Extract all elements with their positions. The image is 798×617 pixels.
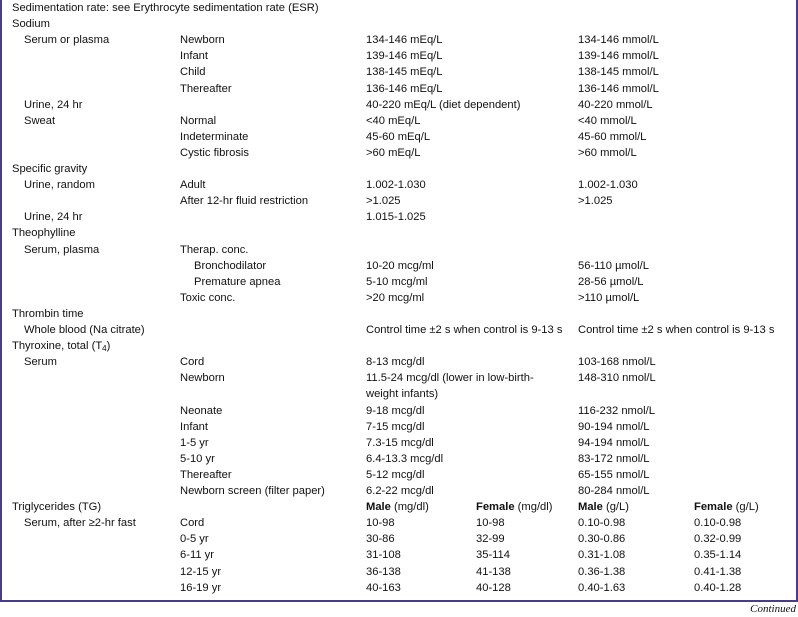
table-row (2, 354, 796, 370)
table-row (2, 370, 796, 386)
cell-col-2 (366, 499, 429, 515)
cell-col-4 (578, 419, 650, 435)
cell-col-0 (12, 225, 75, 241)
cell-col-1 (180, 419, 208, 435)
cell-text: 12-15 yr (180, 565, 222, 578)
cell-col-4 (578, 129, 646, 145)
cell-col-2 (366, 580, 401, 596)
cell-text: (mg/dl) (514, 501, 553, 514)
cell-col-0 (24, 177, 95, 193)
cell-col-4 (578, 370, 656, 386)
cell-text: 40-163 (366, 581, 401, 594)
cell-text: 0.41-1.38 (694, 565, 742, 578)
cell-text: Serum or plasma (24, 34, 110, 47)
cell-text-end: ) (106, 340, 111, 353)
cell-col-2 (366, 547, 401, 563)
cell-text: 28-56 µmol/L (578, 275, 644, 288)
table-row (2, 97, 796, 113)
table-row (2, 338, 796, 354)
cell-text: 1-5 yr (180, 436, 209, 449)
cell-col-2 (366, 113, 420, 129)
cell-text: 90-194 nmol/L (578, 420, 650, 433)
cell-col-0 (24, 322, 145, 338)
cell-col-4 (578, 322, 774, 338)
cell-col-0 (24, 209, 82, 225)
cell-col-1 (180, 435, 209, 451)
cell-col-2 (366, 274, 428, 290)
cell-col-0 (24, 354, 57, 370)
cell-text: Serum, plasma (24, 243, 100, 256)
cell-col-4 (578, 435, 650, 451)
cell-col-4 (578, 274, 644, 290)
cell-col-0 (24, 113, 55, 129)
cell-text: <40 mEq/L (366, 114, 421, 127)
cell-text: Control time ±2 s when control is 9-13 s (578, 324, 775, 336)
column-header-sex: Female (694, 501, 733, 514)
cell-text: Urine, 24 hr (24, 98, 83, 111)
column-header-sex: Male (578, 501, 603, 514)
cell-text: Urine, random (24, 179, 95, 192)
cell-col-1 (180, 354, 204, 370)
cell-col-5 (694, 499, 759, 515)
cell-text: Premature apnea (194, 275, 281, 288)
cell-text: 0.36-1.38 (578, 565, 626, 578)
table-row (2, 258, 796, 274)
cell-text: 56-110 µmol/L (578, 259, 649, 272)
table-row (2, 32, 796, 48)
cell-col-4 (578, 499, 629, 515)
cell-text: Infant (180, 50, 208, 63)
cell-col-4 (578, 564, 625, 580)
cell-col-5 (694, 515, 741, 531)
cell-text: 41-138 (476, 565, 511, 578)
cell-col-2 (366, 209, 426, 225)
cell-col-1 (180, 531, 209, 547)
cell-col-2 (366, 97, 520, 113)
cell-text: 6.4-13.3 mcg/dl (366, 452, 444, 465)
cell-text: 11.5-24 mcg/dl (lower in low-birth- (366, 372, 534, 385)
cell-col-1 (180, 564, 221, 580)
table-row (2, 48, 796, 64)
table-row (2, 145, 796, 161)
cell-col-0 (24, 32, 109, 48)
cell-col-2 (366, 129, 430, 145)
cell-col-0 (24, 242, 99, 258)
cell-text: 6-11 yr (180, 549, 214, 562)
cell-text: (g/L) (602, 501, 629, 514)
table-row (2, 483, 796, 499)
cell-text: >1.025 (578, 195, 613, 208)
cell-col-1 (194, 274, 280, 290)
cell-text: 0.31-1.08 (578, 549, 626, 562)
table-row (2, 306, 796, 322)
cell-col-2 (366, 419, 424, 435)
cell-col-4 (578, 451, 650, 467)
cell-text: 138-145 mEq/L (366, 66, 443, 79)
cell-col-3 (476, 515, 505, 531)
table-row (2, 322, 796, 338)
cell-text: 5-10 yr (180, 452, 215, 465)
cell-col-1 (180, 515, 204, 531)
cell-col-4 (578, 258, 649, 274)
cell-col-1 (180, 113, 216, 129)
cell-text: 1.015-1.025 (366, 211, 426, 224)
cell-col-0 (24, 97, 82, 113)
table-row (2, 193, 796, 209)
cell-text: Sedimentation rate: see Erythrocyte sedimentation rate (ESR) (12, 2, 319, 14)
cell-text: 103-168 nmol/L (578, 356, 656, 369)
cell-col-2 (366, 48, 443, 64)
table-row (2, 81, 796, 97)
cell-text: 40-220 mmol/L (578, 98, 653, 111)
cell-col-3 (476, 547, 510, 563)
cell-col-3 (476, 580, 511, 596)
cell-col-4 (578, 403, 655, 419)
cell-text: Theophylline (12, 227, 76, 240)
cell-text: 0.35-1.14 (694, 549, 742, 562)
cell-text: <40 mmol/L (578, 114, 637, 127)
column-header-sex: Female (476, 501, 515, 514)
cell-col-2 (366, 193, 401, 209)
cell-col-1 (180, 547, 214, 563)
cell-text: 16-19 yr (180, 581, 222, 594)
cell-text: 134-146 mEq/L (366, 34, 443, 47)
cell-col-2 (366, 370, 534, 386)
table-row (2, 386, 796, 402)
table-row (2, 467, 796, 483)
table-row (2, 16, 796, 32)
cell-text: 136-146 mmol/L (578, 82, 659, 95)
cell-col-4 (578, 547, 625, 563)
cell-text: 10-98 (476, 517, 505, 530)
cell-text: 134-146 mmol/L (578, 34, 659, 47)
cell-col-5 (694, 547, 741, 563)
table-row (2, 225, 796, 241)
cell-text: 9-18 mcg/dl (366, 404, 425, 417)
cell-col-4 (578, 515, 625, 531)
cell-col-2 (366, 64, 443, 80)
subscript: 4 (102, 344, 107, 354)
cell-text: Specific gravity (12, 163, 88, 175)
cell-text: 80-284 nmol/L (578, 485, 650, 497)
cell-text: Newborn (180, 372, 225, 385)
cell-text: weight infants) (366, 388, 439, 401)
cell-text: 0.30-0.86 (578, 533, 626, 546)
cell-col-2 (366, 386, 438, 402)
cell-text: 1.002-1.030 (366, 179, 426, 192)
cell-col-2 (366, 451, 443, 467)
cell-text: Newborn (180, 34, 225, 47)
cell-col-2 (366, 258, 434, 274)
cell-col-2 (366, 145, 420, 161)
cell-col-1 (180, 580, 221, 596)
table-row (2, 403, 796, 419)
cell-col-1 (180, 81, 232, 97)
cell-text: 65-155 nmol/L (578, 468, 650, 481)
table-row (2, 419, 796, 435)
cell-col-1 (180, 193, 308, 209)
cell-text: After 12-hr fluid restriction (180, 195, 309, 208)
cell-col-4 (578, 81, 659, 97)
cell-col-1 (180, 242, 248, 258)
cell-text: Urine, 24 hr (24, 211, 83, 224)
cell-text: 94-194 nmol/L (578, 436, 650, 449)
cell-col-4 (578, 483, 650, 499)
cell-col-0 (24, 515, 136, 531)
cell-col-2 (366, 564, 401, 580)
cell-col-5 (694, 580, 741, 596)
cell-col-4 (578, 48, 659, 64)
cell-text: 10-98 (366, 517, 395, 530)
table-row (2, 580, 796, 596)
cell-text: Normal (180, 114, 217, 127)
cell-col-2 (366, 403, 424, 419)
cell-col-3 (476, 564, 511, 580)
table-row (2, 177, 796, 193)
cell-text: Therap. conc. (180, 243, 249, 256)
table-row (2, 161, 796, 177)
cell-text: 0.40-1.63 (578, 581, 626, 594)
cell-col-4 (578, 290, 639, 306)
cell-col-1 (180, 129, 248, 145)
cell-text: Adult (180, 179, 206, 192)
table-row (2, 435, 796, 451)
cell-text: >110 µmol/L (578, 291, 640, 304)
cell-text: 0-5 yr (180, 533, 209, 546)
cell-text: 10-20 mcg/ml (366, 259, 434, 272)
cell-col-4 (578, 97, 653, 113)
cell-text: 40-128 (476, 581, 511, 594)
cell-col-1 (180, 403, 222, 419)
cell-col-3 (476, 499, 552, 515)
cell-col-5 (694, 564, 741, 580)
cell-text: Indeterminate (180, 130, 249, 143)
cell-text: 0.10-0.98 (578, 517, 626, 530)
cell-col-0 (12, 499, 101, 515)
cell-col-1 (180, 48, 208, 64)
cell-col-4 (578, 531, 625, 547)
cell-text: 0.32-0.99 (694, 533, 742, 546)
cell-col-0 (12, 16, 50, 32)
cell-text: 30-86 (366, 533, 395, 546)
cell-text: Toxic conc. (180, 291, 236, 304)
table-row (2, 547, 796, 563)
cell-col-4 (578, 467, 650, 483)
cell-col-2 (366, 290, 424, 306)
cell-text: 116-232 nmol/L (578, 404, 655, 417)
cell-text: 40-220 mEq/L (diet dependent) (366, 98, 521, 111)
cell-text: 83-172 nmol/L (578, 452, 650, 465)
cell-text: 0.10-0.98 (694, 517, 742, 530)
cell-col-4 (578, 354, 656, 370)
cell-text: Sodium (12, 18, 50, 31)
cell-col-5 (694, 531, 741, 547)
column-header-sex: Male (366, 501, 391, 514)
table-row (2, 209, 796, 225)
cell-col-4 (578, 145, 637, 161)
cell-text: 31-108 (366, 549, 401, 562)
cell-col-1 (180, 145, 249, 161)
cell-col-2 (366, 515, 395, 531)
cell-text: 45-60 mEq/L (366, 130, 431, 143)
cell-text: Serum, after ≥2-hr fast (24, 517, 136, 530)
cell-text: 5-12 mcg/dl (366, 468, 425, 481)
cell-col-1 (180, 32, 225, 48)
cell-col-2 (366, 32, 443, 48)
table-row (2, 290, 796, 306)
cell-col-4 (578, 64, 659, 80)
cell-col-2 (366, 531, 395, 547)
cell-text: (mg/dl) (390, 501, 429, 514)
cell-text: Control time ±2 s when control is 9-13 s (366, 324, 563, 336)
cell-text: >60 mEq/L (366, 146, 421, 159)
cell-text: Serum (24, 356, 57, 369)
cell-col-4 (578, 113, 637, 129)
cell-text: 36-138 (366, 565, 401, 578)
cell-text: 0.40-1.28 (694, 581, 742, 594)
cell-text: 136-146 mEq/L (366, 82, 443, 95)
cell-text: (g/L) (732, 501, 759, 514)
cell-text: Thereafter (180, 468, 232, 481)
cell-col-2 (366, 177, 426, 193)
continued-note: Continued (750, 603, 796, 615)
cell-col-1 (180, 64, 206, 80)
cell-text: Newborn screen (filter paper) (180, 485, 325, 497)
cell-text: >20 mcg/ml (366, 291, 425, 304)
cell-text: Cord (180, 517, 205, 530)
cell-text: Bronchodilator (194, 259, 267, 272)
cell-text: 32-99 (476, 533, 505, 546)
cell-col-1 (180, 177, 206, 193)
table-row (2, 0, 796, 16)
cell-text: 8-13 mcg/dl (366, 356, 425, 369)
cell-col-0 (12, 338, 110, 354)
cell-text: 148-310 nmol/L (578, 372, 656, 385)
cell-text: >1.025 (366, 195, 401, 208)
cell-text: 139-146 mEq/L (366, 50, 443, 63)
cell-col-0 (12, 0, 319, 16)
table-row (2, 515, 796, 531)
table-row (2, 564, 796, 580)
cell-col-4 (578, 177, 638, 193)
table-row (2, 113, 796, 129)
cell-text: 35-114 (476, 549, 511, 562)
cell-text: 7.3-15 mcg/dl (366, 436, 434, 449)
cell-text: 139-146 mmol/L (578, 50, 659, 63)
cell-col-1 (180, 467, 232, 483)
cell-col-1 (194, 258, 266, 274)
cell-col-4 (578, 32, 659, 48)
cell-text: Whole blood (Na citrate) (24, 324, 145, 336)
cell-text: Thrombin time (12, 307, 84, 320)
cell-col-0 (12, 161, 87, 177)
table-row (2, 129, 796, 145)
table-row (2, 499, 796, 515)
cell-text: 5-10 mcg/ml (366, 275, 428, 288)
cell-col-0 (12, 306, 84, 322)
cell-text: Thyroxine, total (T (12, 340, 103, 353)
cell-col-2 (366, 483, 434, 499)
cell-text: 7-15 mcg/dl (366, 420, 425, 433)
table-row (2, 451, 796, 467)
cell-col-1 (180, 290, 235, 306)
cell-text: Sweat (24, 114, 56, 127)
table-row (2, 64, 796, 80)
cell-text: 6.2-22 mcg/dl (366, 485, 434, 497)
cell-text: Cord (180, 356, 205, 369)
cell-text: Infant (180, 420, 208, 433)
cell-col-4 (578, 193, 613, 209)
cell-text: Cystic fibrosis (180, 146, 249, 159)
cell-col-2 (366, 322, 562, 338)
cell-col-1 (180, 370, 225, 386)
cell-col-1 (180, 483, 325, 499)
cell-col-2 (366, 81, 443, 97)
cell-text: 1.002-1.030 (578, 179, 638, 192)
cell-col-3 (476, 531, 505, 547)
cell-col-2 (366, 467, 424, 483)
cell-text: Triglycerides (TG) (12, 501, 102, 514)
cell-text: 45-60 mmol/L (578, 130, 647, 143)
cell-text: Child (180, 66, 206, 79)
table-row (2, 531, 796, 547)
cell-col-2 (366, 435, 434, 451)
table-row (2, 242, 796, 258)
cell-text: 138-145 mmol/L (578, 66, 659, 79)
cell-text: Thereafter (180, 82, 232, 95)
cell-col-1 (180, 451, 215, 467)
cell-text: >60 mmol/L (578, 146, 637, 159)
cell-text: Neonate (180, 404, 223, 417)
table-row (2, 274, 796, 290)
cell-col-4 (578, 580, 625, 596)
cell-col-2 (366, 354, 424, 370)
